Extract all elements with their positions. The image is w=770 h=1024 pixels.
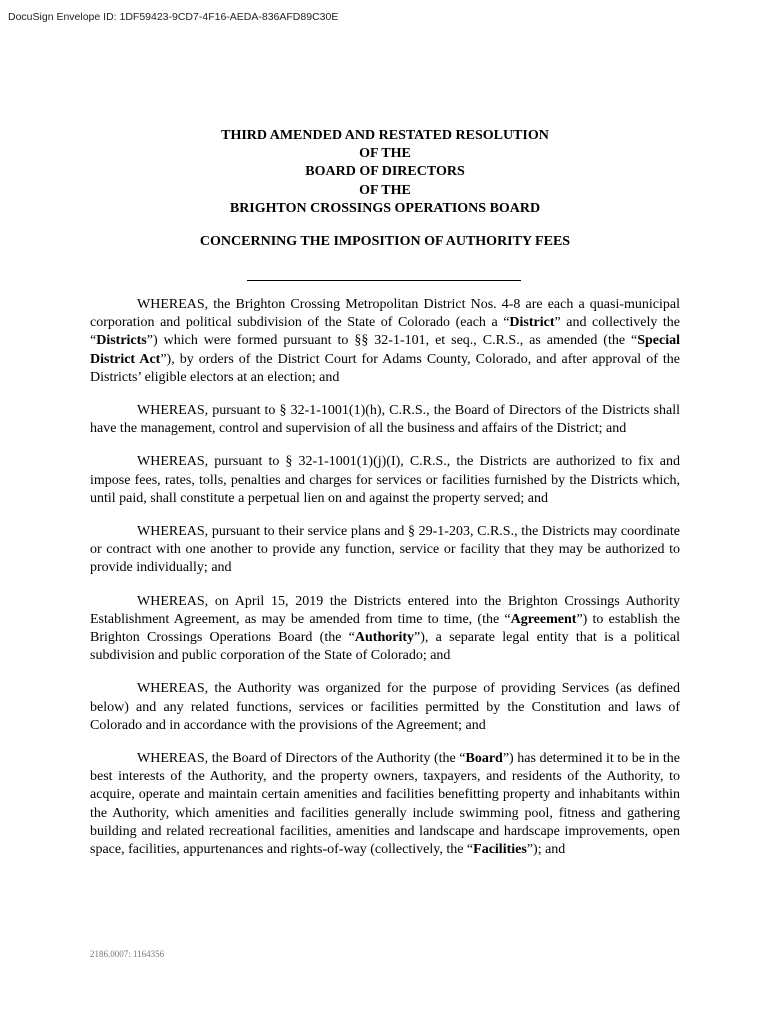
title-divider: [247, 280, 521, 281]
whereas-paragraph-1: [90, 296, 680, 387]
concerning-heading: CONCERNING THE IMPOSITION OF AUTHORITY FEES: [199, 234, 571, 249]
text-run: WHEREAS, pursuant to their service plans and § 29-1-203, C.R.S., the Districts may coordinate or contract with one another to provide any function, service or facility that they may be authorized to provide individually; and: [90, 524, 680, 576]
text-run: WHEREAS, pursuant to § 32-1-1001(1)(j)(I), C.R.S., the Districts are authorized to fix and impose fees, rates, tolls, penalties and charges for services or facilities furnished by the Districts which, until paid, shall constitute a perpetual lien on and against the property served; and: [90, 454, 680, 506]
whereas-paragraph-2: [90, 402, 680, 438]
title-line: OF THE: [359, 182, 411, 198]
document-body: [90, 296, 680, 874]
whereas-paragraph-3: [90, 453, 680, 508]
defined-term: Districts: [96, 333, 147, 349]
title-line: BRIGHTON CROSSINGS OPERATIONS BOARD: [229, 200, 541, 216]
defined-term: Authority: [354, 630, 415, 646]
text-run: WHEREAS, the Brighton Crossing Metropolitan District Nos. 4-8 are each a quasi-municipal corporation and political subdivision of the State of Colorado (each a “: [90, 297, 680, 331]
defined-term: Board: [465, 751, 503, 767]
resolution-title: [90, 127, 680, 218]
text-run: ”); and: [526, 842, 566, 858]
text-run: WHEREAS, the Board of Directors of the Authority (the “: [137, 751, 466, 767]
text-run: ” and collectively the “: [90, 315, 680, 349]
defined-term: District: [509, 315, 555, 331]
text-run: WHEREAS, the Authority was organized for the purpose of providing Services (as defined below) and any related functions, services or facilities permitted by the Constitution and laws of Colorado and in accordance with the provisions of the Agreement; and: [90, 681, 680, 733]
text-run: WHEREAS, on April 15, 2019 the Districts entered into the Brighton Crossings Authority Establishment Agreement, as may be amended from time to time, (the “: [90, 593, 680, 627]
text-run: ”) has determined it to be in the best interests of the Authority, and the property owners, taxpayers, and residents of the Authority, to acquire, operate and maintain certain amenities and facilities benefitting property and inhabitants within the Authority, which amenities and facilities generally include swimming pool, fitness and gathering building and related recreational facilities, amenities and landscape and hardscape improvements, open space, facilities, appurtenances and rights-of-way (collectively, the “: [90, 751, 680, 858]
text-run: ”) which were formed pursuant to §§ 32-1-101, et seq., C.R.S., as amended (the “: [146, 333, 638, 349]
document-reference-number: 2186.0007: 1164356: [90, 949, 165, 959]
text-run: ”), a separate legal entity that is a political subdivision and public corporation of the State of Colorado; and: [90, 630, 680, 664]
defined-term: Special District Act: [90, 333, 680, 367]
title-line: THIRD AMENDED AND RESTATED RESOLUTION: [221, 128, 549, 143]
title-line: BOARD OF DIRECTORS: [305, 164, 465, 180]
docusign-envelope-id: DocuSign Envelope ID: 1DF59423-9CD7-4F16-AEDA-836AFD89C30E: [8, 11, 339, 23]
defined-term: Agreement: [510, 611, 577, 627]
whereas-paragraph-6: [90, 680, 680, 735]
title-line: OF THE: [359, 146, 411, 162]
text-run: ”) to establish the Brighton Crossings Operations Board (the “: [90, 611, 680, 646]
text-run: ”), by orders of the District Court for Adams County, Colorado, and after approval of the Districts’ eligible electors at an election; and: [90, 351, 681, 385]
whereas-paragraph-5: [90, 593, 680, 666]
whereas-paragraph-7: [90, 750, 680, 859]
whereas-paragraph-4: [90, 523, 680, 578]
defined-term: Facilities: [473, 842, 527, 858]
text-run: WHEREAS, pursuant to § 32-1-1001(1)(h), C.R.S., the Board of Directors of the Districts shall have the management, control and supervision of all the business and affairs of the District; and: [90, 403, 680, 437]
